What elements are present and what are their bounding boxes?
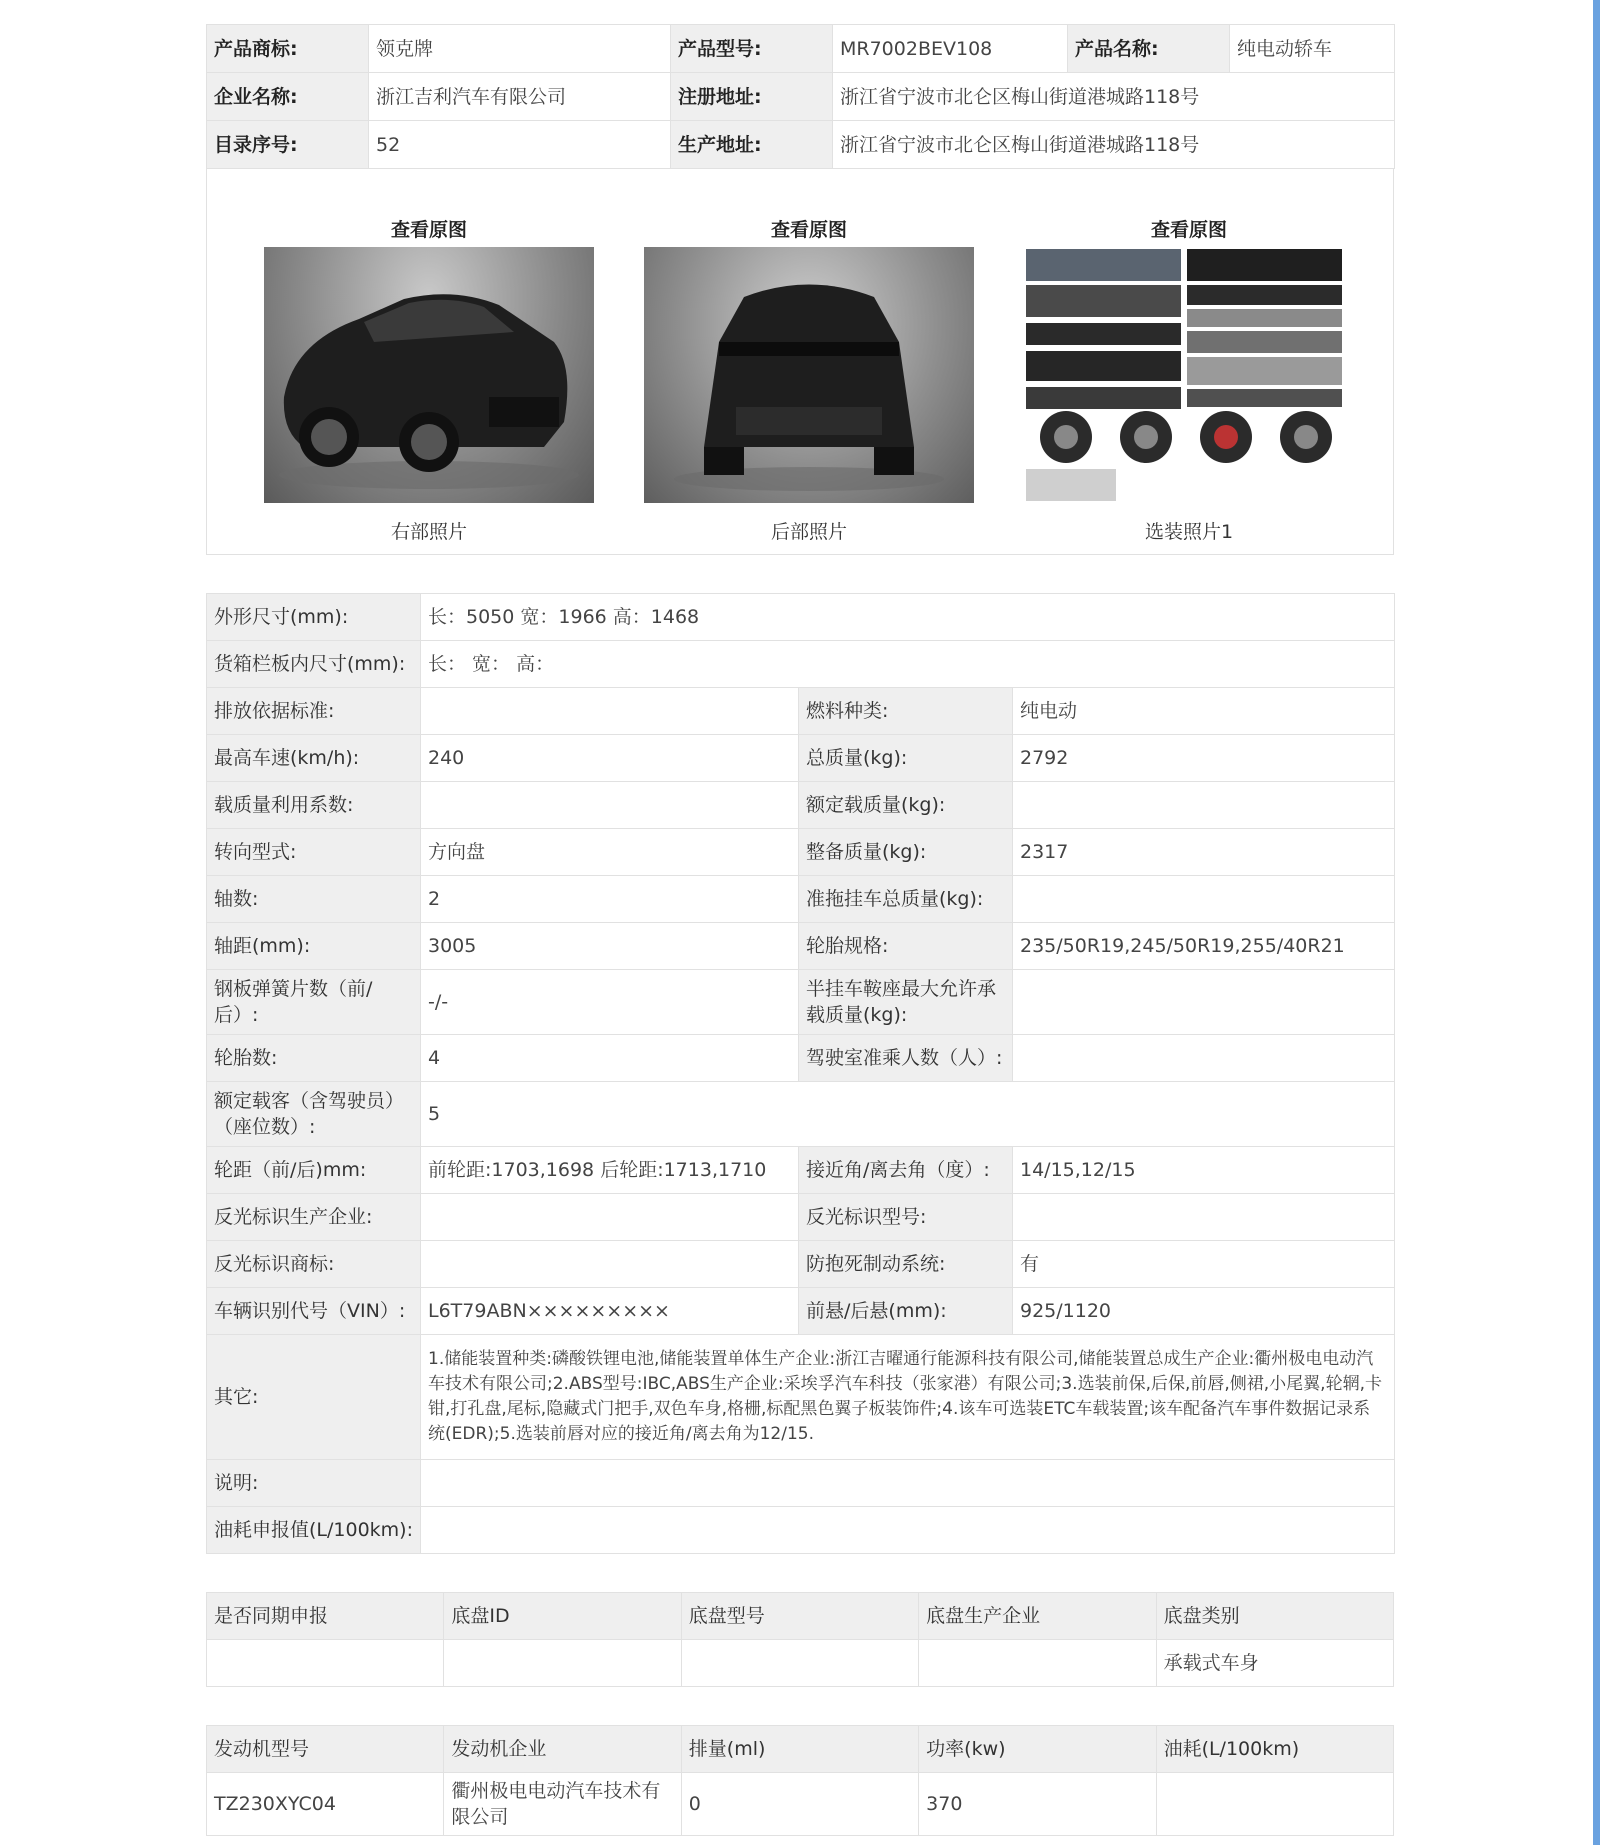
chassis-cell (681, 1640, 918, 1687)
track-label: 轮距（前/后)mm: (207, 1147, 421, 1194)
catalog-value: 52 (369, 121, 671, 169)
chassis-cell (919, 1640, 1156, 1687)
engine-header: 功率(kw) (919, 1726, 1156, 1773)
emission-value (421, 688, 799, 735)
photo-right (264, 215, 594, 545)
reg-addr-label: 注册地址: (671, 73, 833, 121)
load-coef-label: 载质量利用系数: (207, 782, 421, 829)
abs-value: 有 (1013, 1241, 1395, 1288)
chassis-cell: 承载式车身 (1156, 1640, 1393, 1687)
chassis-cell (444, 1640, 681, 1687)
car-right-illustration (264, 247, 594, 503)
axles-label: 轴数: (207, 876, 421, 923)
reflect-co-value (421, 1194, 799, 1241)
reflect-brand-value (421, 1241, 799, 1288)
prod-addr-label: 生产地址: (671, 121, 833, 169)
photo-caption: 右部照片 (390, 521, 467, 543)
catalog-label: 目录序号: (207, 121, 369, 169)
engine-cell: 370 (919, 1773, 1156, 1836)
track-value: 前轮距:1703,1698 后轮距:1713,1710 (421, 1147, 799, 1194)
angle-label: 接近角/离去角（度）: (799, 1147, 1013, 1194)
chassis-header: 底盘类别 (1156, 1593, 1393, 1640)
speed-value: 240 (421, 735, 799, 782)
passengers-label: 额定载客（含驾驶员）（座位数）: (207, 1082, 421, 1147)
view-original-link[interactable]: 查看原图 (390, 219, 467, 241)
prod-addr-value: 浙江省宁波市北仑区梅山街道港城路118号 (833, 121, 1395, 169)
spring-label: 钢板弹簧片数（前/后）: (207, 970, 421, 1035)
company-label: 企业名称: (207, 73, 369, 121)
trailer-label: 准拖挂车总质量(kg): (799, 876, 1013, 923)
vin-label: 车辆识别代号（VIN）: (207, 1288, 421, 1335)
photo-caption: 后部照片 (770, 521, 847, 543)
engine-cell (1156, 1773, 1393, 1836)
rear-car-image[interactable] (644, 247, 974, 503)
option-collage-illustration (1024, 247, 1354, 503)
other-label: 其它: (207, 1335, 421, 1460)
engine-header: 发动机企业 (444, 1726, 681, 1773)
chassis-table (206, 1592, 1394, 1687)
dims-label: 外形尺寸(mm): (207, 594, 421, 641)
chassis-header: 是否同期申报 (207, 1593, 444, 1640)
fuel-report-value (421, 1507, 1395, 1554)
note-label: 说明: (207, 1460, 421, 1507)
curb-mass-value: 2317 (1013, 829, 1395, 876)
product-info-table (206, 24, 1395, 169)
engine-header: 排量(ml) (681, 1726, 918, 1773)
abs-label: 防抱死制动系统: (799, 1241, 1013, 1288)
angle-value: 14/15,12/15 (1013, 1147, 1395, 1194)
chassis-header: 底盘生产企业 (919, 1593, 1156, 1640)
cab-value (1013, 1035, 1395, 1082)
axles-value: 2 (421, 876, 799, 923)
reflect-co-label: 反光标识生产企业: (207, 1194, 421, 1241)
spec-table (206, 593, 1395, 1554)
engine-cell: 0 (681, 1773, 918, 1836)
engine-cell: TZ230XYC04 (207, 1773, 444, 1836)
other-value: 1.储能装置种类:磷酸铁锂电池,储能装置单体生产企业:浙江吉曜通行能源科技有限公司,储能装置总成生产企业:衢州极电电动汽车技术有限公司;2.ABS型号:IBC,ABS生产企业:采埃孚汽车科技（张家港）有限公司;3.选装前保,后保,前唇,侧裙,小尾翼,轮辋,卡钳,打孔盘,尾标,隐藏式门把手,双色车身,格栅,标配黑色翼子板装饰件;4.该车可选装ETC车载装置;该车配备汽车事件数据记录系统(EDR);5.选装前唇对应的接近角/离去角为12/15. (421, 1335, 1395, 1460)
brand-label: 产品商标: (207, 25, 369, 73)
engine-cell: 衢州极电电动汽车技术有限公司 (444, 1773, 681, 1836)
chassis-cell (207, 1640, 444, 1687)
overhang-value: 925/1120 (1013, 1288, 1395, 1335)
curb-mass-label: 整备质量(kg): (799, 829, 1013, 876)
reflect-model-value (1013, 1194, 1395, 1241)
engine-header: 发动机型号 (207, 1726, 444, 1773)
steering-value: 方向盘 (421, 829, 799, 876)
saddle-label: 半挂车鞍座最大允许承载质量(kg): (799, 970, 1013, 1035)
page-scrollbar[interactable] (1593, 0, 1600, 1845)
reg-addr-value: 浙江省宁波市北仑区梅山街道港城路118号 (833, 73, 1395, 121)
fuel-label: 燃料种类: (799, 688, 1013, 735)
dims-value: 长：5050 宽：1966 高：1468 (421, 594, 1395, 641)
saddle-value (1013, 970, 1395, 1035)
photo-gallery (206, 169, 1394, 555)
overhang-label: 前悬/后悬(mm): (799, 1288, 1013, 1335)
note-value (421, 1460, 1395, 1507)
steering-label: 转向型式: (207, 829, 421, 876)
option-collage-image[interactable] (1024, 247, 1354, 503)
engine-header: 油耗(L/100km) (1156, 1726, 1393, 1773)
car-rear-illustration (644, 247, 974, 503)
tire-spec-value: 235/50R19,245/50R19,255/40R21 (1013, 923, 1395, 970)
cargo-value: 长： 宽： 高： (421, 641, 1395, 688)
total-mass-label: 总质量(kg): (799, 735, 1013, 782)
brand-value: 领克牌 (369, 25, 671, 73)
view-original-link[interactable]: 查看原图 (1150, 219, 1227, 241)
wheelbase-value: 3005 (421, 923, 799, 970)
model-value: MR7002BEV108 (833, 25, 1068, 73)
total-mass-value: 2792 (1013, 735, 1395, 782)
photo-option (1024, 215, 1354, 545)
photo-rear (644, 215, 974, 545)
rated-load-value (1013, 782, 1395, 829)
chassis-header: 底盘ID (444, 1593, 681, 1640)
vehicle-record (206, 24, 1394, 1836)
view-original-link[interactable]: 查看原图 (770, 219, 847, 241)
tires-label: 轮胎数: (207, 1035, 421, 1082)
wheelbase-label: 轴距(mm): (207, 923, 421, 970)
fuel-report-label: 油耗申报值(L/100km): (207, 1507, 421, 1554)
cargo-label: 货箱栏板内尺寸(mm): (207, 641, 421, 688)
name-label: 产品名称: (1068, 25, 1230, 73)
model-label: 产品型号: (671, 25, 833, 73)
rated-load-label: 额定载质量(kg): (799, 782, 1013, 829)
fuel-value: 纯电动 (1013, 688, 1395, 735)
trailer-value (1013, 876, 1395, 923)
tire-spec-label: 轮胎规格: (799, 923, 1013, 970)
passengers-value: 5 (421, 1082, 1395, 1147)
chassis-header: 底盘型号 (681, 1593, 918, 1640)
tires-value: 4 (421, 1035, 799, 1082)
vin-value: L6T79ABN××××××××× (421, 1288, 799, 1335)
name-value: 纯电动轿车 (1230, 25, 1395, 73)
company-value: 浙江吉利汽车有限公司 (369, 73, 671, 121)
cab-label: 驾驶室准乘人数（人）: (799, 1035, 1013, 1082)
emission-label: 排放依据标准: (207, 688, 421, 735)
engine-table (206, 1725, 1394, 1836)
right-side-car-image[interactable] (264, 247, 594, 503)
load-coef-value (421, 782, 799, 829)
reflect-brand-label: 反光标识商标: (207, 1241, 421, 1288)
reflect-model-label: 反光标识型号: (799, 1194, 1013, 1241)
speed-label: 最高车速(km/h): (207, 735, 421, 782)
spring-value: -/- (421, 970, 799, 1035)
photo-caption: 选装照片1 (1144, 521, 1234, 543)
